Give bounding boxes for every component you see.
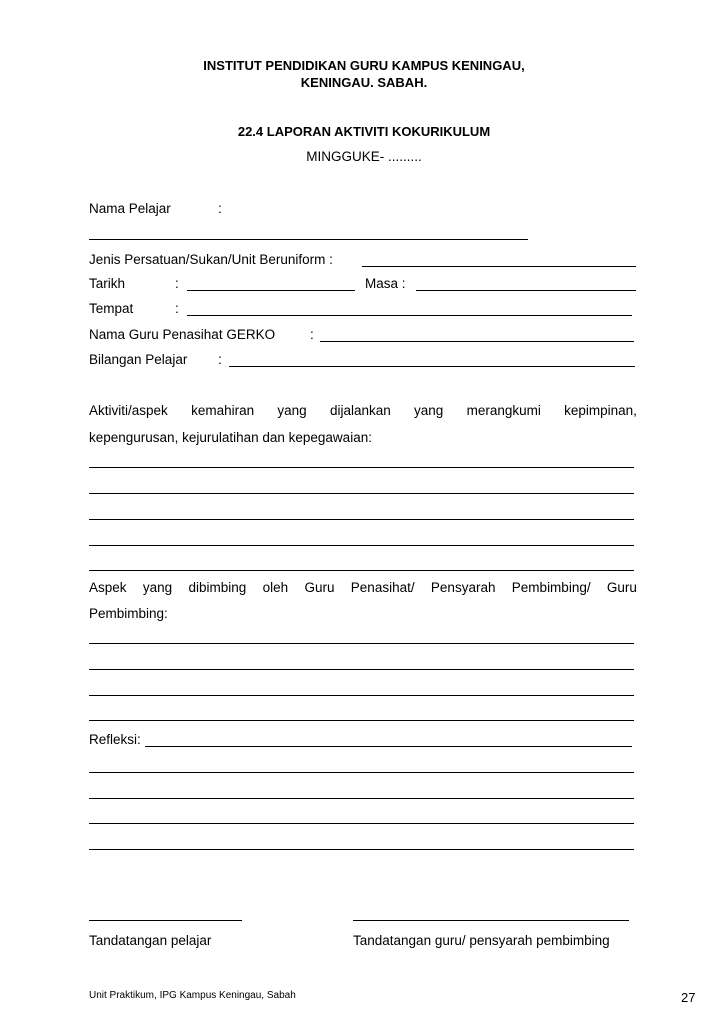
refleksi-answer-line[interactable] (145, 746, 632, 747)
aspek-word: dibimbing (188, 580, 247, 595)
aspek-answer-line[interactable] (89, 669, 634, 670)
refleksi-answer-line[interactable] (89, 772, 634, 773)
tarikh-label: Tarikh (89, 276, 126, 291)
student-signature-label: Tandatangan pelajar (89, 933, 212, 948)
aspek-word: Pembimbing/ (511, 580, 591, 595)
nama-pelajar-colon: : (218, 201, 222, 216)
aspek-word: Guru (606, 580, 637, 595)
persatuan-field[interactable] (362, 266, 636, 267)
aspek-answer-line[interactable] (89, 643, 634, 644)
aktiviti-word: kepimpinan, (564, 403, 637, 418)
week-label: MINGGUKE- ......... (306, 149, 422, 164)
aspek-word: yang (142, 580, 173, 595)
persatuan-label: Jenis Persatuan/Sukan/Unit Beruniform : (89, 252, 333, 267)
form-title: 22.4 LAPORAN AKTIVITI KOKURIKULUM (237, 124, 491, 139)
nama-pelajar-label: Nama Pelajar (89, 201, 171, 216)
footer-text: Unit Praktikum, IPG Kampus Keningau, Sabah (89, 990, 296, 1001)
masa-label: Masa : (365, 276, 406, 291)
guru-label: Nama Guru Penasihat GERKO (89, 327, 276, 342)
aktiviti-heading (89, 403, 637, 418)
aspek-word: Pensyarah (430, 580, 496, 595)
teacher-signature-line[interactable] (353, 920, 629, 921)
tarikh-field[interactable] (187, 290, 355, 291)
refleksi-answer-line[interactable] (89, 823, 634, 824)
refleksi-answer-line[interactable] (89, 849, 634, 850)
aspek-word: oleh (262, 580, 289, 595)
aktiviti-answer-line[interactable] (89, 545, 634, 546)
aktiviti-word: kemahiran (191, 403, 255, 418)
institute-name: INSTITUT PENDIDIKAN GURU KAMPUS KENINGAU, (203, 58, 525, 73)
student-signature-line[interactable] (89, 920, 242, 921)
bilangan-field[interactable] (229, 366, 635, 367)
aspek-answer-line[interactable] (89, 720, 634, 721)
bilangan-colon: : (218, 352, 222, 367)
bilangan-label: Bilangan Pelajar (89, 352, 188, 367)
aktiviti-word: dijalankan (329, 403, 391, 418)
aktiviti-heading-line2: kepengurusan, kejurulatihan dan kepegawaian: (89, 430, 372, 445)
tempat-colon: : (175, 301, 179, 316)
aktiviti-answer-line[interactable] (89, 493, 634, 494)
aspek-heading (89, 580, 637, 595)
aktiviti-word: yang (414, 403, 444, 418)
teacher-signature-label: Tandatangan guru/ pensyarah pembimbing (353, 933, 610, 948)
tarikh-colon: : (175, 276, 179, 291)
aktiviti-answer-line[interactable] (89, 570, 634, 571)
aspek-word: Aspek (89, 580, 127, 595)
page-number: 27 (681, 990, 696, 1005)
refleksi-answer-line[interactable] (89, 798, 634, 799)
masa-field[interactable] (416, 290, 636, 291)
guru-field[interactable] (320, 341, 634, 342)
guru-colon: : (310, 327, 314, 342)
nama-pelajar-field[interactable] (89, 239, 528, 240)
aktiviti-word: yang (277, 403, 307, 418)
aspek-word: Penasihat/ (350, 580, 415, 595)
aktiviti-word: merangkumi (466, 403, 541, 418)
aktiviti-answer-line[interactable] (89, 519, 634, 520)
aspek-heading-line2: Pembimbing: (89, 606, 168, 621)
aktiviti-answer-line[interactable] (89, 467, 634, 468)
aspek-word: Guru (304, 580, 335, 595)
institute-location: KENINGAU. SABAH. (300, 75, 428, 90)
tempat-label: Tempat (89, 301, 134, 316)
refleksi-label: Refleksi: (89, 732, 141, 747)
tempat-field[interactable] (187, 315, 632, 316)
aspek-answer-line[interactable] (89, 695, 634, 696)
aktiviti-word: Aktiviti/aspek (89, 403, 168, 418)
